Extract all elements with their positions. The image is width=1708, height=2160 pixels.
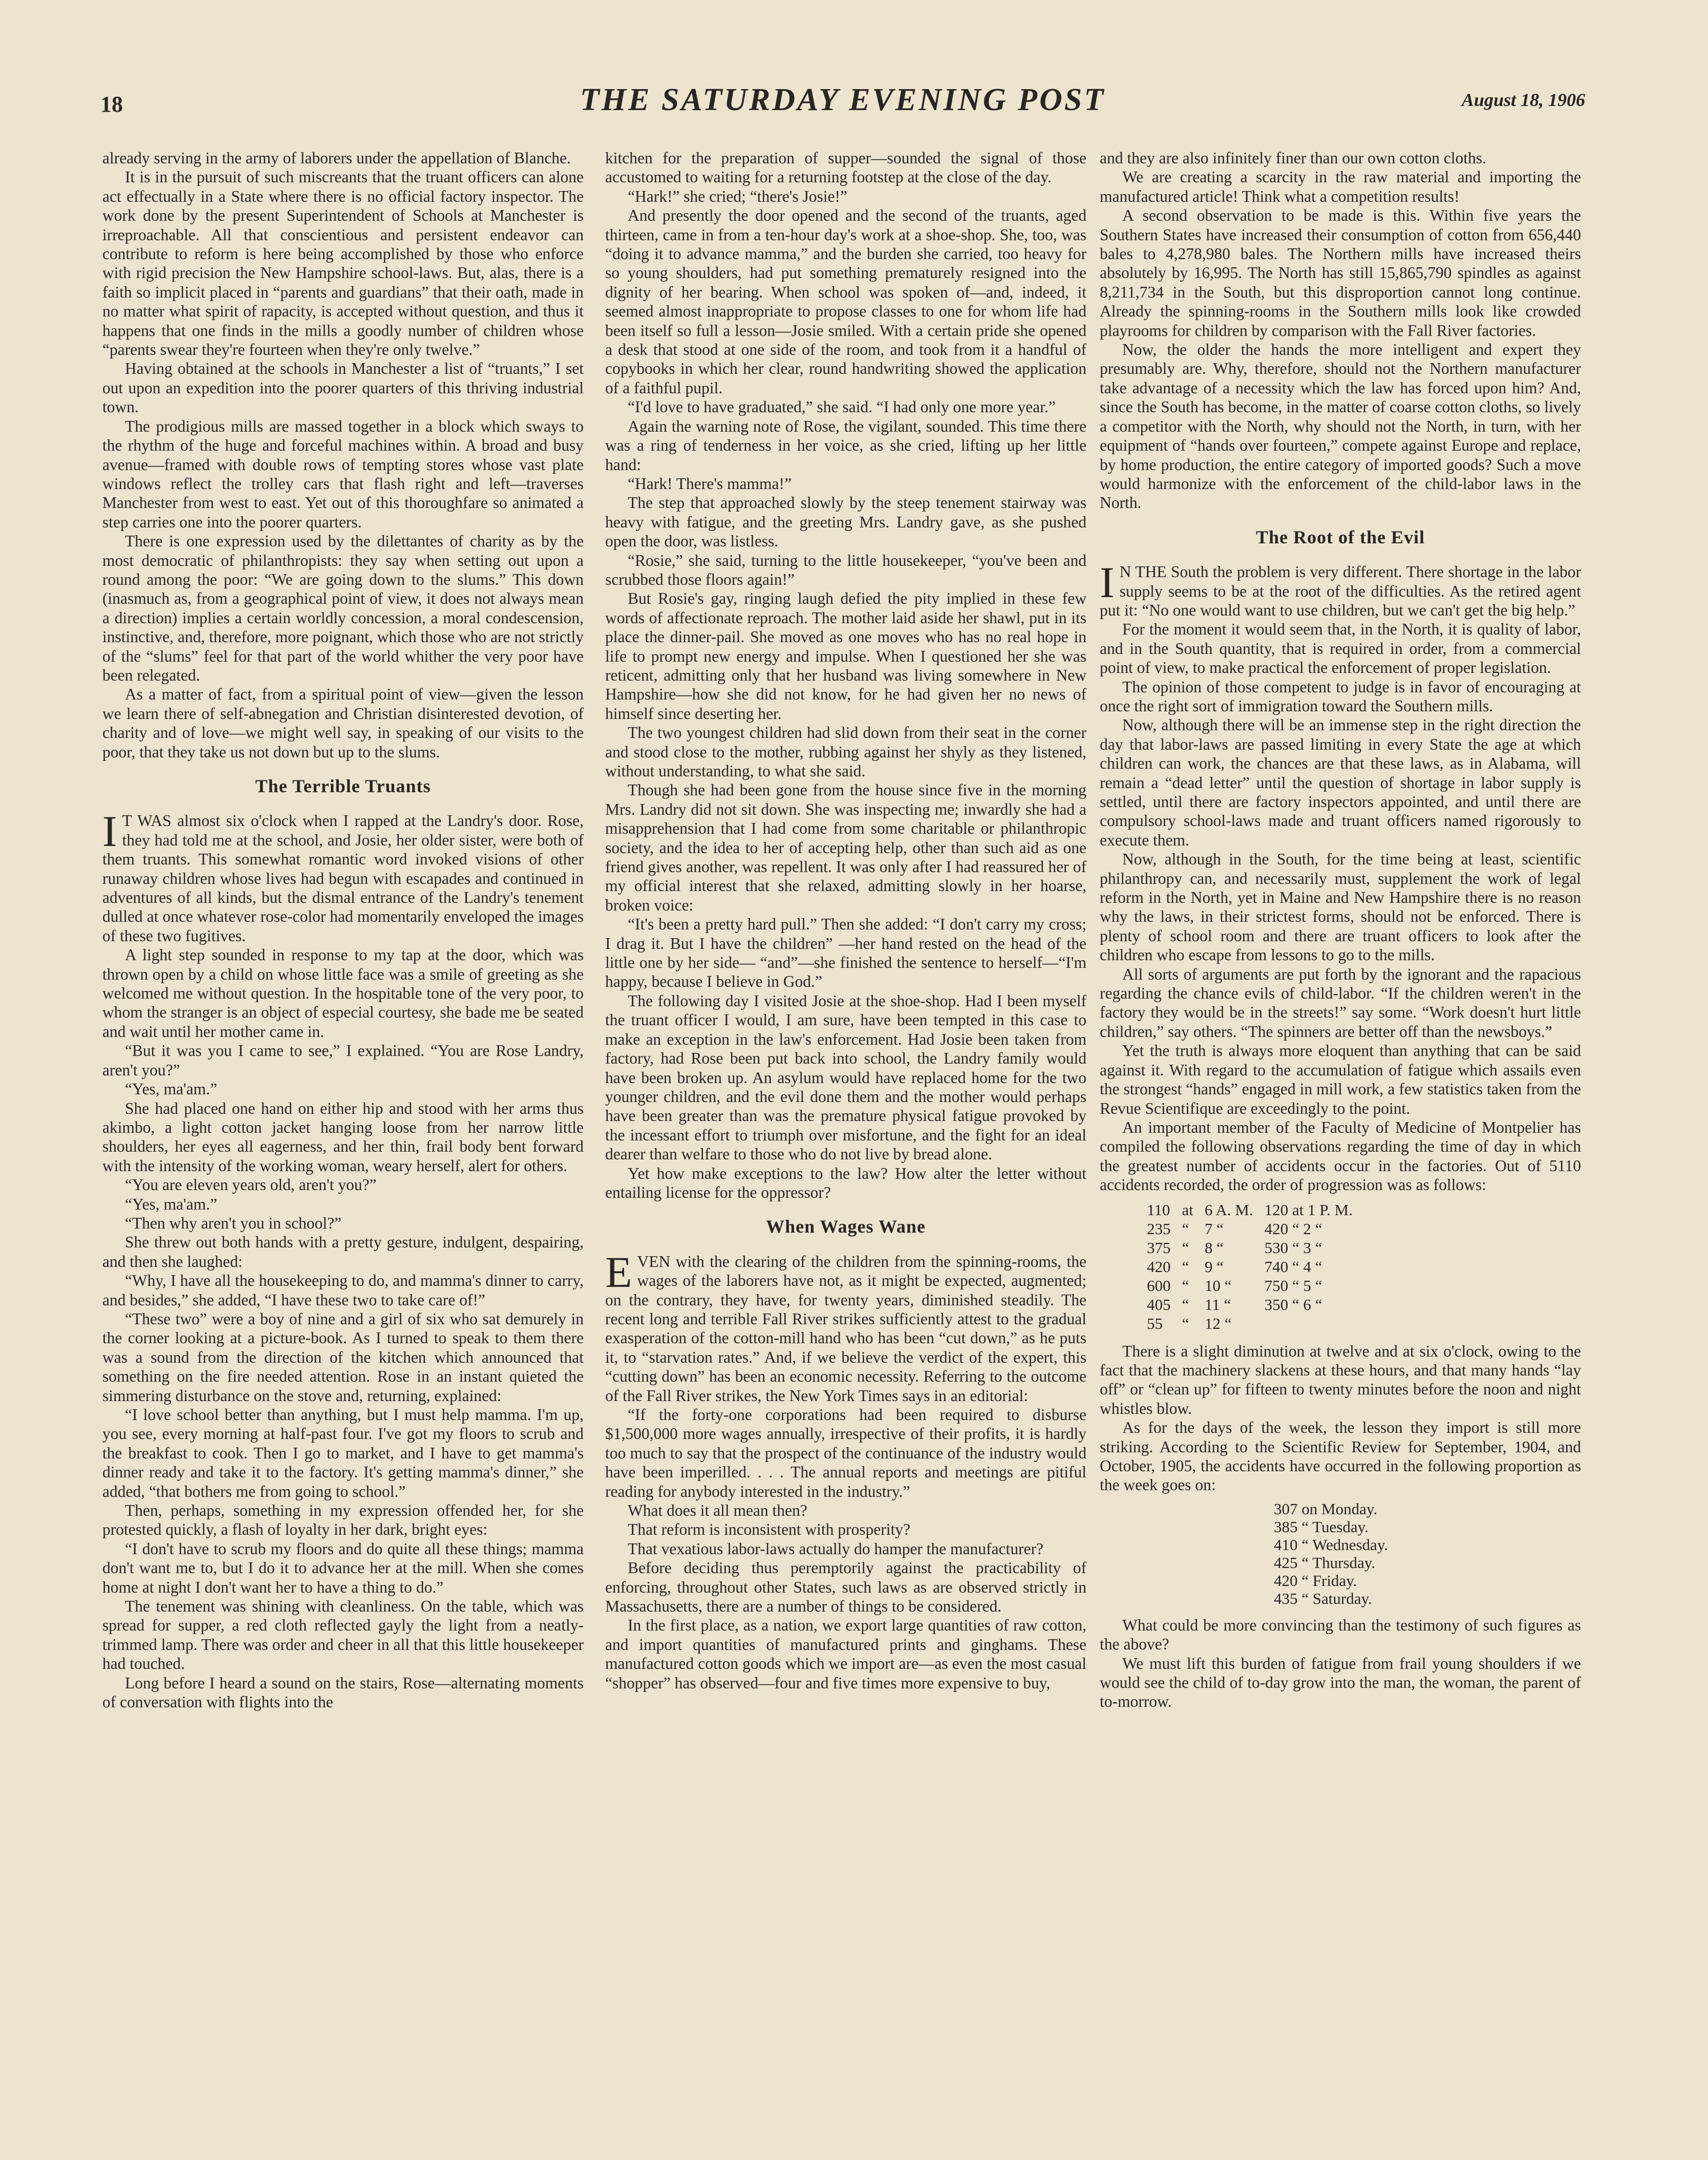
paragraph: What does it all mean then? — [628, 1501, 807, 1520]
table-cell: 6 A. M. — [1204, 1200, 1253, 1219]
table-cell: 600 — [1147, 1276, 1171, 1295]
list-item: 420 “ Friday. — [1274, 1571, 1357, 1590]
table-cell: 9 “ — [1204, 1257, 1224, 1276]
paragraph — [605, 1247, 1086, 1405]
paragraph: “Rosie,” she said, turning to the little housekeeper, “you've been and scrubbed those floors again!” — [605, 551, 1086, 588]
paragraph-text: VEN with the clearing of the children from the spinning-rooms, the wages of the laborers have not, as it might be expected, augmented; on the contrary, they have, for twenty years, diminished steadily. The recent long and terrible Fall River strikes sufficiently attest to the gradual exasperation of the cotton-mill hand who has been “cut down,” as he puts it, to “starvation rates.” And, if we believe the verdict of the expert, this “cutting down” has been an economic necessity. Referring to the outcome of the Fall River strikes, the New York Times says in an editorial: — [605, 1252, 1086, 1405]
list-item: 307 on Monday. — [1274, 1499, 1378, 1518]
table-cell: “ — [1182, 1219, 1189, 1238]
table-cell: 55 — [1147, 1314, 1163, 1332]
paragraph: “Then why aren't you in school?” — [125, 1214, 341, 1232]
drop-cap: I — [102, 807, 117, 856]
masthead-title: THE SATURDAY EVENING POST — [580, 82, 1106, 117]
paragraph: We are creating a scarcity in the raw material and importing the manufactured article! Think what a competition results! — [1100, 168, 1581, 205]
paragraph: already serving in the army of laborers under the appellation of Blanche. — [102, 149, 571, 167]
paragraph: That reform is inconsistent with prosperity? — [628, 1520, 911, 1539]
paragraph: Now, the older the hands the more intelligent and expert they presumably are. Why, therefore, should not the Northern manufacturer take advantage of a necessity which the law has forced upon him? And, since the South has become, in the matter of coarse cotton cloths, so lively a competitor with the North, why should not the North, in turn, with her equipment of “hands over fourteen,” compete against Europe and replace, by home production, the entire category of imported goods? Such a move would harmonize with the enforcement of the child-labor laws in the North. — [1100, 341, 1581, 512]
table-row — [1142, 1296, 1358, 1314]
paragraph: “Hark! There's mamma!” — [628, 474, 792, 493]
paragraph: The opinion of those competent to judge is in favor of encouraging at once the right sort of immigration toward the Southern mills. — [1100, 677, 1581, 715]
paragraph: Yet how make exceptions to the law? How alter the letter without entailing license for the oppressor? — [605, 1164, 1086, 1201]
paragraph: “Why, I have all the housekeeping to do, and mamma's dinner to carry, and besides,” she added, “I have these two to take care of!” — [102, 1272, 584, 1309]
paragraph: The following day I visited Josie at the shoe-shop. Had I been myself the truant officer I would, I am sure, have been tempted in this case to make an exception in the law's enforcement. Had Josie been taken from factory, had Rose been put back into school, the Landry family would have been broken up. An asylum would have replaced home for the two younger children, and the evil done them and the mother would perhaps have been greater than was the premature physical fatigue provoked by the incessant effort to triumph over misfortune, and the fight for an ideal dearer than welfare to those who do not live by bread alone. — [605, 991, 1086, 1163]
column-2 — [605, 149, 1086, 1692]
table-cell: “ — [1182, 1295, 1189, 1314]
table-cell: “ — [1182, 1238, 1189, 1257]
paragraph — [1100, 558, 1581, 620]
table-cell: 120 at 1 P. M. — [1264, 1200, 1353, 1219]
paragraph: Again the warning note of Rose, the vigilant, sounded. This time there was a ring of tenderness in her voice, as she cried, lifting up her little hand: — [605, 417, 1086, 474]
paragraph — [102, 807, 584, 945]
paragraph: kitchen for the preparation of supper—sounded the signal of those accustomed to waiting for a returning footstep at the close of the day. — [605, 149, 1086, 186]
paragraph: We must lift this burden of fatigue from frail young shoulders if we would see the child of to-day grow into the man, the woman, the parent of to-morrow. — [1100, 1654, 1581, 1711]
paragraph: Then, perhaps, something in my expression offended her, for she protested quickly, a flash of loyalty in her dark, bright eyes: — [102, 1501, 584, 1539]
paragraph: “You are eleven years old, aren't you?” — [125, 1176, 377, 1194]
paragraph: and they are also infinitely finer than our own cotton cloths. — [1100, 149, 1486, 167]
section-heading-root-of-evil: The Root of the Evil — [1256, 526, 1425, 547]
table-cell: 12 “ — [1204, 1314, 1232, 1332]
table-cell: 375 — [1147, 1238, 1171, 1257]
paragraph: There is a slight diminution at twelve and at six o'clock, owing to the fact that the machinery slackens at these hours, and that many hands “lay off” or “clean up” for fifteen to twenty minutes before the noon and night whistles blow. — [1100, 1342, 1581, 1417]
table-row — [1142, 1315, 1358, 1332]
table-cell: 405 — [1147, 1295, 1171, 1314]
paragraph: Before deciding thus peremptorily against the practicability of enforcing, throughout other States, such laws as are observed strictly in Massachusetts, there are a number of things to be considered. — [605, 1559, 1086, 1616]
table-cell: 110 — [1147, 1200, 1170, 1219]
paragraph: “Hark!” she cried; “there's Josie!” — [628, 187, 847, 205]
paragraph: That vexatious labor-laws actually do hamper the manufacturer? — [628, 1539, 1043, 1558]
paragraph: In the first place, as a nation, we export large quantities of raw cotton, and import quantities of manufactured prints and ginghams. These manufactured cotton goods which we import are—as even the most casual “shopper” has observed—four and five times more expensive to buy, — [605, 1616, 1086, 1692]
paragraph: What could be more convincing than the testimony of such figures as the above? — [1100, 1616, 1581, 1654]
table-cell: 750 “ 5 “ — [1264, 1276, 1322, 1295]
list-item: 385 “ Tuesday. — [1274, 1517, 1369, 1536]
issue-date: August 18, 1906 — [1461, 90, 1585, 110]
paragraph: The tenement was shining with cleanliness. On the table, which was spread for supper, a red cloth reflected gayly the light from a neatly-trimmed lamp. There was order and cheer in all that this little housekeeper had touched. — [102, 1597, 584, 1673]
table-row — [1142, 1220, 1358, 1238]
paragraph: Yet the truth is always more eloquent than anything that can be said against it. With regard to the accumulation of fatigue which assails even the strongest “hands” engaged in mill work, a few statistics taken from the Revue Scientifique are exceedingly to the point. — [1100, 1042, 1581, 1117]
paragraph: For the moment it would seem that, in the North, it is quality of labor, and in the South quantity, that is required in order, from a commercial point of view, to make practical the enforcement of proper legislation. — [1100, 620, 1581, 677]
paragraph: “I don't have to scrub my floors and do quite all these things; mamma don't want me to, but I do it to advance her at the mill. When she comes home at night I don't want her to have a thing to do.” — [102, 1539, 584, 1596]
paragraph: A second observation to be made is this. Within five years the Southern States have increased their consumption of cotton from 656,440 bales to 4,278,980 bales. The Northern mills have increased theirs absolutely by 16,995. The North has still 15,865,790 spindles as against 8,211,734 in the South, but this disproportion cannot long continue. Already the spinning-rooms in the Southern mills look like crowded playrooms for children by comparison with the Fall River factories. — [1100, 206, 1581, 340]
paragraph-text: T WAS almost six o'clock when I rapped at the Landry's door. Rose, they had told me at the school, and Josie, her older sister, were both of them truants. This somewhat romantic word invoked visions of other runaway children whose lives had begun with escapades and continued in adventures of all kinds, but the dismal entrance of the Landry's tenement dulled at once whatever rose-color had momentarily enveloped the images of these two fugitives. — [102, 812, 584, 945]
table-cell: 235 — [1147, 1219, 1171, 1238]
paragraph: “I'd love to have graduated,” she said. “I had only one more year.” — [628, 398, 1056, 416]
paragraph: Long before I heard a sound on the stairs, Rose—alternating moments of conversation with flights into the — [102, 1674, 584, 1711]
paragraph: All sorts of arguments are put forth by the ignorant and the rapacious regarding the chance evils of child-labor. “If the children weren't in the factory they would be in the streets!” say some. “Work doesn't hurt little children,” say others. “The spinners are better off than the newsboys.” — [1100, 965, 1581, 1041]
paragraph: Now, although there will be an immense step in the right direction the day that labor-laws are passed limiting in every State the age at which children can work, the chances are that these laws, as in Alabama, will remain a “dead letter” until the question of shortage in labor supply is settled, until there are factory inspectors appointed, and until there are compulsory school-laws made and truant officers named rigorously to execute them. — [1100, 716, 1581, 849]
paragraph: But Rosie's gay, ringing laugh defied the pity implied in these few words of affectionate reproach. The mother laid aside her shawl, put in its place the dinner-pail. She moved as one moves who has no real hope in life to prompt new energy and impulse. When I questioned her she was reticent, admitting only that her husband was living somewhere in New Hampshire—how she did not know, for he had given her no news of himself since deserting her. — [605, 589, 1086, 723]
paragraph: The two youngest children had slid down from their seat in the corner and stood close to the mother, rubbing against her shyly as they listened, without understanding, to what she said. — [605, 724, 1086, 780]
paragraph: A light step sounded in response to my tap at the door, which was thrown open by a child on whose little face was a smile of greeting as she welcomed me without question. In the hospitable tone of the very poor, to whom the stranger is an object of especial courtesy, she bade me be seated and wait until her mother came in. — [102, 946, 584, 1041]
paragraph: As for the days of the week, the lesson they import is still more striking. According to the Scientific Review for September, 1904, and October, 1905, the accidents have occurred in the following proportion as the week goes on: — [1100, 1418, 1581, 1494]
table-cell — [1259, 1315, 1358, 1332]
table-cell: 350 “ 6 “ — [1264, 1295, 1322, 1314]
paragraph: She threw out both hands with a pretty gesture, indulgent, despairing, and then she laughed: — [102, 1233, 584, 1270]
column-1 — [102, 149, 584, 1712]
table-cell: “ — [1182, 1314, 1189, 1332]
list-item: 435 “ Saturday. — [1274, 1589, 1372, 1607]
table-row — [1142, 1201, 1358, 1219]
paragraph: “I love school better than anything, but I must help mamma. I'm up, you see, every morning at half-past four. I've got my floors to scrub and the breakfast to cook. Then I go to market, and I have to get mamma's dinner ready and take it to the factory. It's getting mamma's dinner,” she added, “that bothers me from going to school.” — [102, 1406, 584, 1500]
table-row — [1142, 1277, 1358, 1295]
paragraph: “But it was you I came to see,” I explained. “You are Rose Landry, aren't you?” — [102, 1042, 584, 1079]
table-cell: “ — [1182, 1276, 1189, 1295]
page-header — [100, 82, 1585, 128]
paragraph: An important member of the Faculty of Medicine of Montpelier has compiled the following observations regarding the time of day in which the greatest number of accidents occur in the factories. Out of 5110 accidents recorded, the order of progression was as follows: — [1100, 1118, 1581, 1194]
list-item: 410 “ Wednesday. — [1274, 1535, 1389, 1554]
paragraph: And presently the door opened and the second of the truants, aged thirteen, came in from a ten-hour day's work at a shoe-shop. She, too, was “doing it to advance mamma,” and the burden she carried, too heavy for so young shoulders, had put something prematurely resigned into the dignity of her bearing. When school was spoken of—and, indeed, it seemed almost inappropriate to propose classes to one for whom life had been itself so full a lesson—Josie smiled. With a certain pride she opened a desk that stood at one side of the room, and took from it a handful of copybooks in which her clear, round handwriting showed the application of a faithful pupil. — [605, 206, 1086, 397]
paragraph: The step that approached slowly by the steep tenement stairway was heavy with fatigue, and the greeting Mrs. Landry gave, as she pushed open the door, was listless. — [605, 494, 1086, 550]
paragraph: She had placed one hand on either hip and stood with her arms thus akimbo, a light cotton jacket hanging loose from her narrow little shoulders, her eyes all eagerness, and her thin, frail body bent forward with the intensity of the working woman, weary herself, alert for others. — [102, 1099, 584, 1175]
paragraph: “If the forty-one corporations had been required to disburse $1,500,000 more wages annually, irrespective of their profits, it is hardly too much to say that the prospect of the continuance of the industry would have been imperilled. . . . The annual reports and meetings are pitiful reading for anybody interested in the industry.” — [605, 1406, 1086, 1500]
table-row — [1142, 1239, 1358, 1257]
table-cell: 10 “ — [1204, 1276, 1232, 1295]
paragraph: “Yes, ma'am.” — [125, 1195, 218, 1213]
paragraph: “These two” were a boy of nine and a girl of six who sat demurely in the corner looking at a picture-book. As I turned to speak to them there was a sound from the direction of the kitchen which announced that something on the fire needed attention. Rose in an instant quieted the simmering disturbance on the stove and, returning, explained: — [102, 1309, 584, 1405]
table-row — [1142, 1258, 1358, 1276]
drop-cap: I — [1100, 558, 1115, 607]
table-cell: 11 “ — [1204, 1295, 1231, 1314]
paragraph: The prodigious mills are massed together in a block which sways to the rhythm of the huge and forceful machines within. A broad and busy avenue—framed with double rows of tempting stores whose vast plate windows reflect the trolley cars that flash right and left—traverses Manchester from west to east. Yet out of this thoroughfare so animated a step carries one into the poorer quarters. — [102, 417, 584, 531]
table-cell: “ — [1182, 1257, 1189, 1276]
paragraph: “It's been a pretty hard pull.” Then she added: “I don't carry my cross; I drag it. But I have the children” —her hand rested on the head of the little one by her side— “and”—she finished the sentence to herself—“I'm happy, because I believe in God.” — [605, 915, 1086, 991]
table-cell: 530 “ 3 “ — [1264, 1238, 1322, 1257]
table-cell: 7 “ — [1204, 1219, 1224, 1238]
paragraph: Now, although in the South, for the time being at least, scientific philanthropy can, and necessarily must, supplement the work of legal reform in the North, yet in Maine and New Hampshire there is no reason why the laws, in their strictest forms, should not be enforced. There is plenty of school room and there are truant officers to look after the children who escape from lessons to go to the mills. — [1100, 850, 1581, 964]
column-3 — [1100, 149, 1581, 1711]
page-number: 18 — [100, 92, 123, 117]
table-cell: 420 “ 2 “ — [1264, 1219, 1322, 1238]
section-heading-terrible-truants: The Terrible Truants — [255, 776, 431, 796]
accident-day-list — [1274, 1500, 1581, 1607]
table-cell: 420 — [1147, 1257, 1171, 1276]
paragraph: Having obtained at the schools in Manchester a list of “truants,” I set out upon an expedition into the poorer quarters of this thriving industrial town. — [102, 359, 584, 416]
accident-time-table — [1141, 1200, 1359, 1333]
paragraph: As a matter of fact, from a spiritual point of view—given the lesson we learn there of self-abnegation and Christian disinterested devotion, of charity and of love—we might well say, in speaking of our visits to the poor, that they take us not down but up to the slums. — [102, 685, 584, 761]
paragraph: “Yes, ma'am.” — [125, 1080, 218, 1098]
list-item: 425 “ Thursday. — [1274, 1553, 1376, 1572]
paragraph-text: N THE South the problem is very different. There shortage in the labor supply seems to be at the root of the difficulties. As the retired agent put it: “No one would want to use children, but we can't get the big help.” — [1100, 563, 1581, 619]
paragraph: It is in the pursuit of such miscreants that the truant officers can alone act effectually in a State where there is no official factory inspector. The work done by the present Superintendent of Schools at Manchester is irreproachable. All that conscientious and persistent endeavor can contribute to reform is here being accomplished by those who enforce with rigid precision the New Hampshire school-laws. But, alas, there is a faith so implicit placed in “parents and guardians” that their oath, made in no matter what spirit of rapacity, is accepted without question, and thus it happens that one finds in the mills a goodly number of children whose “parents swear they're fourteen when they're only twelve.” — [102, 168, 584, 359]
drop-cap: E — [605, 1247, 632, 1297]
paragraph: Though she had been gone from the house since five in the morning Mrs. Landry did not sit down. She was inspecting me; inwardly she had a misapprehension that I had come from some charitable or philanthropic society, and the idea to her of accepting help, other than such aid as one friend gives another, was repellent. It was only after I had reassured her of my official interest that she relaxed, admitting slowly in her hoarse, broken voice: — [605, 781, 1086, 914]
paragraph: There is one expression used by the dilettantes of charity as by the most democratic of philanthropists: they say when setting out upon a round among the poor: “We are going down to the slums.” This down (inasmuch as, from a geographical point of view, it does not always mean a direction) implies a certain worldly concession, a moral condescension, instinctive, and, therefore, more poignant, which those who are not strictly of the “slums” feel for that part of the world whither the very poor have been relegated. — [102, 532, 584, 684]
table-cell: at — [1182, 1200, 1193, 1219]
table-cell: 740 “ 4 “ — [1264, 1257, 1322, 1276]
table-cell: 8 “ — [1204, 1238, 1224, 1257]
section-heading-when-wages-wane: When Wages Wane — [766, 1216, 926, 1237]
